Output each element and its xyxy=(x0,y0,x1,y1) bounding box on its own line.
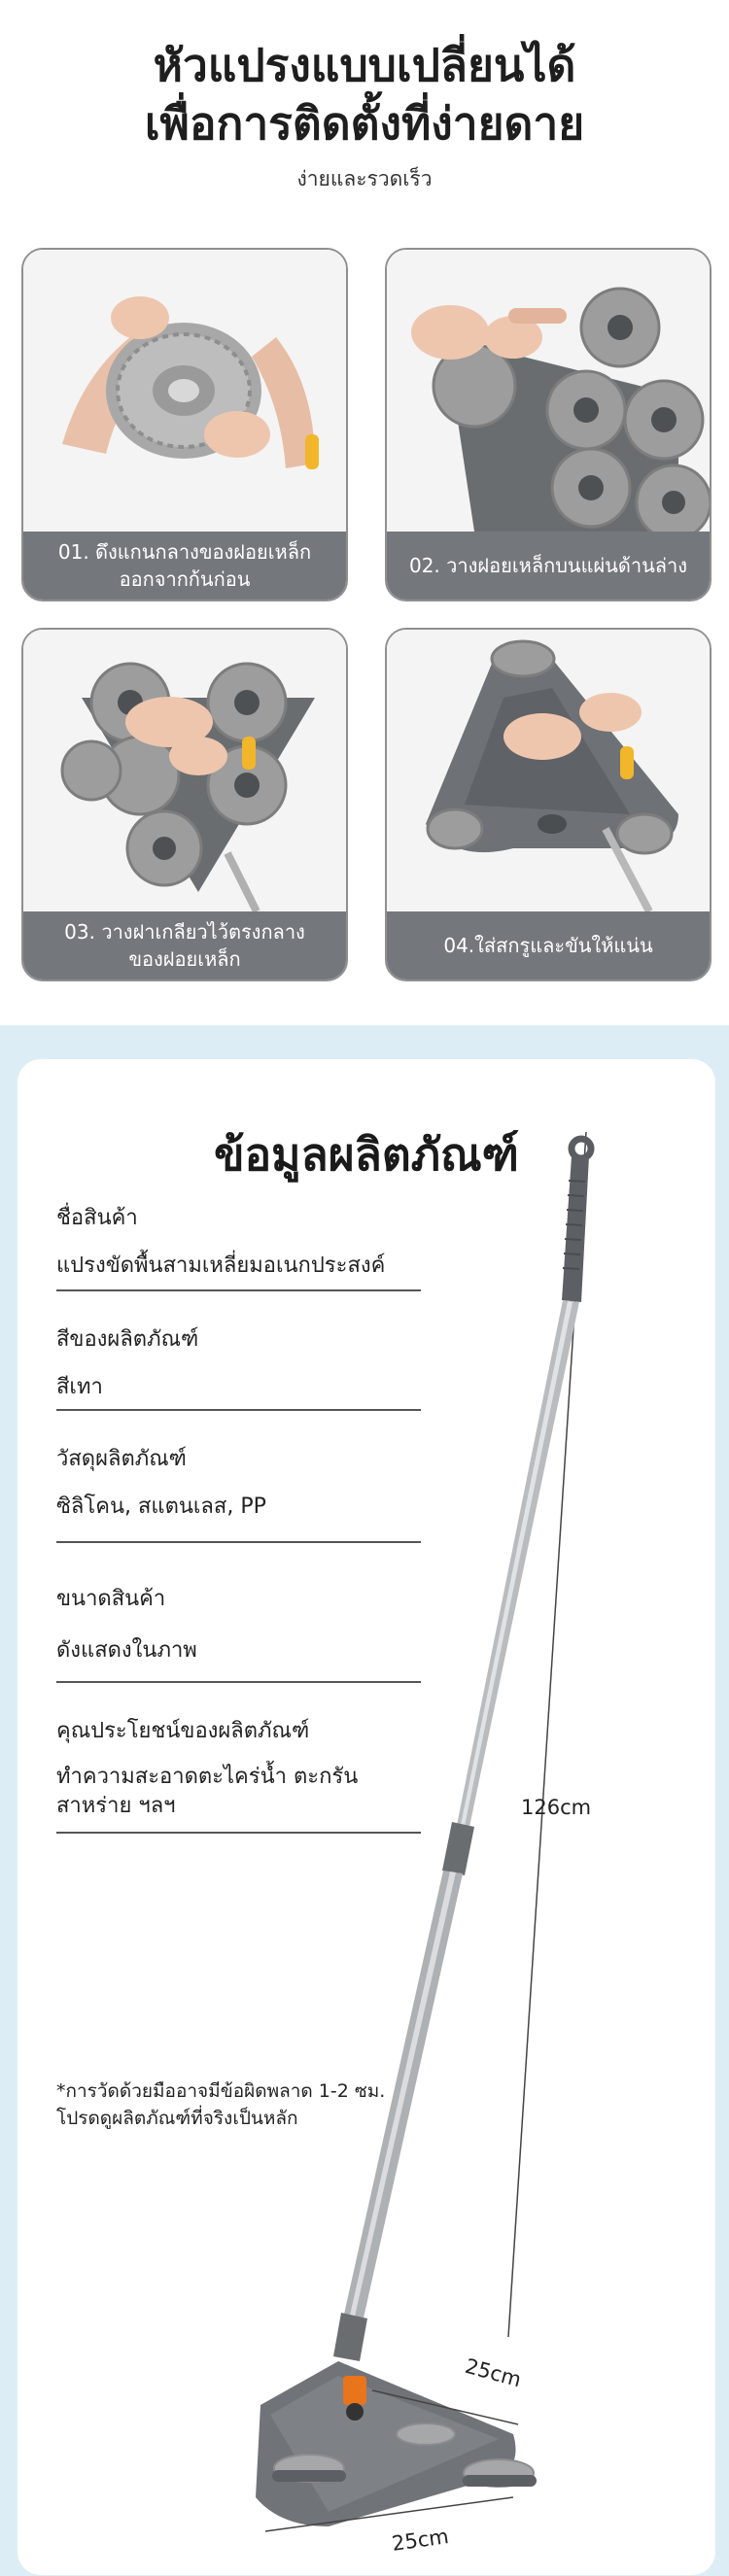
info-label-color: สีของผลิตภัณฑ์ xyxy=(56,1327,199,1352)
info-value-benefit: ทำความสะอาดตะไคร่น้ำ ตะกรัน สาหร่าย ฯลฯ xyxy=(56,1765,359,1818)
info-value-material: ซิลิโคน, สแตนเลส, PP xyxy=(56,1494,266,1519)
subtitle: ง่ายและรวดเร็ว xyxy=(296,167,433,190)
product-info-title: ข้อมูลผลิตภัณฑ์ xyxy=(214,1128,519,1181)
step-card-2 xyxy=(385,248,712,601)
step-4-caption xyxy=(387,911,710,979)
info-value-size: ดังแสดงในภาพ xyxy=(56,1638,197,1663)
step-4-photo xyxy=(387,630,710,911)
step-card-4 xyxy=(385,628,712,981)
step-4-caption-line-1: 04.ใส่สกรูและขันให้แน่น xyxy=(443,934,653,957)
step-1-caption xyxy=(23,532,346,600)
step-card-1 xyxy=(21,248,348,601)
step-card-3 xyxy=(21,628,348,981)
step-3-photo xyxy=(23,630,346,911)
step-3-caption-line-2: ของฝอยเหล็ก xyxy=(128,947,241,971)
product-illustration xyxy=(17,1059,715,2575)
step-2-caption xyxy=(387,532,710,600)
head-base-label: 25cm xyxy=(390,2524,451,2556)
length-label: 126cm xyxy=(521,1796,592,1819)
info-label-size: ขนาดสินค้า xyxy=(56,1587,166,1611)
step-3-caption-line-1: 03. วางฝาเกลียวไว้ตรงกลาง xyxy=(64,920,305,944)
step-3-caption xyxy=(23,911,346,979)
step-2-caption-line-1: 02. วางฝอยเหล็กบนแผ่นด้านล่าง xyxy=(408,554,687,577)
installation-section xyxy=(0,0,729,1025)
info-label-name: ชื่อสินค้า xyxy=(56,1206,138,1230)
product-info-panel xyxy=(17,1059,715,2575)
info-label-benefit: คุณประโยชน์ของผลิตภัณฑ์ xyxy=(56,1719,310,1743)
step-1-caption-line-1: 01. ดึงแกนกลางของฝอยเหล็ก xyxy=(57,540,312,564)
product-info-section xyxy=(0,1025,729,2576)
step-1-caption-line-2: ออกจากก้นก่อน xyxy=(119,567,251,591)
headline-line-1: หัวแปรงแบบเปลี่ยนได้ xyxy=(153,39,576,91)
measurement-note: *การวัดด้วยมืออาจมีข้อผิดพลาด 1-2 ซม. โปรดดูผลิตภัณฑ์ที่จริงเป็นหลัก xyxy=(56,2080,386,2129)
headline-line-2: เพื่อการติดตั้งที่ง่ายดาย xyxy=(144,97,585,150)
step-2-photo xyxy=(387,250,710,532)
info-label-material: วัสดุผลิตภัณฑ์ xyxy=(56,1447,187,1471)
info-value-name: แปรงขัดพื้นสามเหลี่ยมอเนกประสงค์ xyxy=(56,1254,386,1278)
info-value-color: สีเทา xyxy=(56,1375,103,1399)
step-1-photo xyxy=(23,250,346,532)
head-side-label: 25cm xyxy=(462,2353,524,2392)
